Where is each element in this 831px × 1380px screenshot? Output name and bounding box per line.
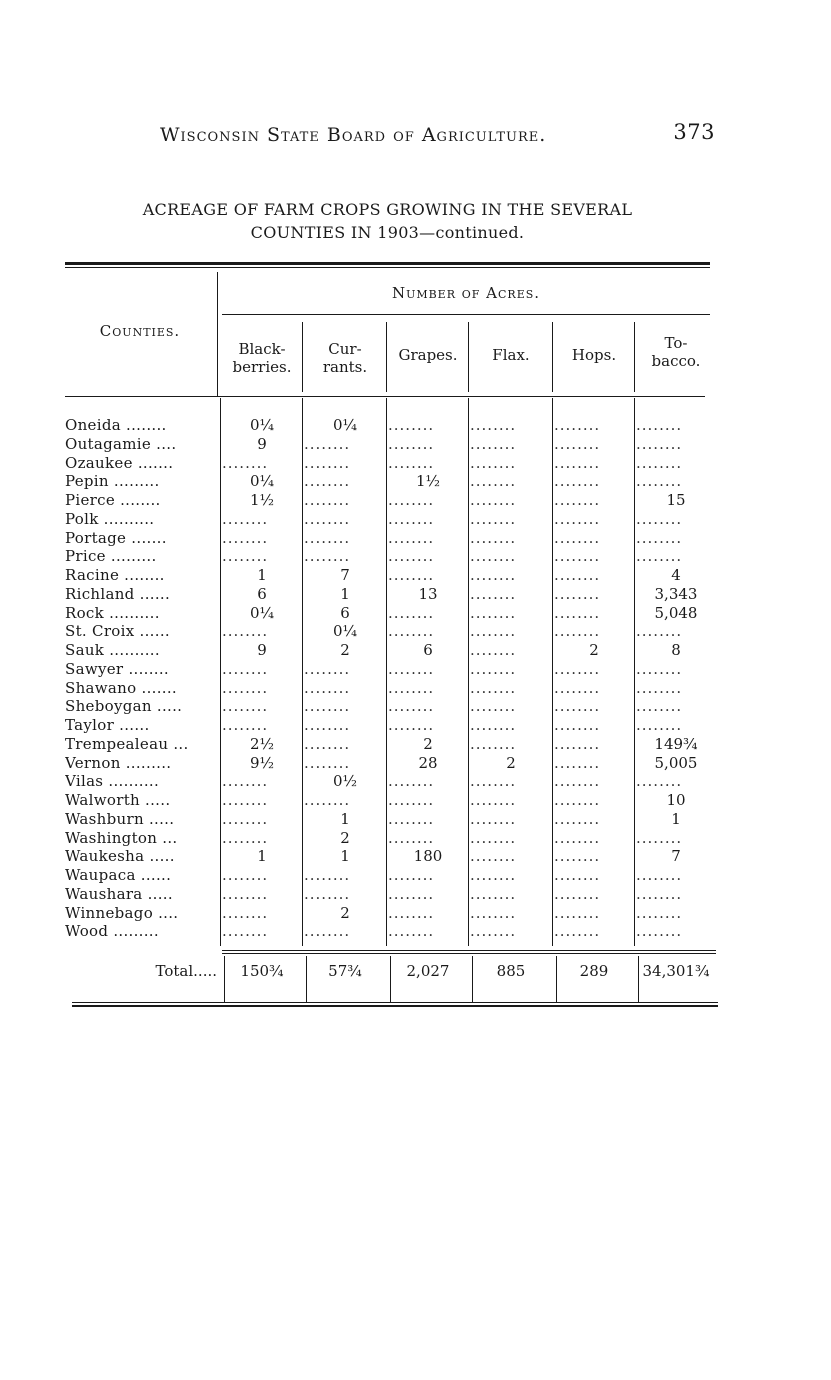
currants-value: 7 bbox=[340, 566, 350, 584]
page-number: 373 bbox=[673, 120, 715, 144]
dot-leader: ........ bbox=[222, 903, 269, 922]
dot-leader: ........ bbox=[470, 716, 517, 734]
tobacco-value: 8 bbox=[671, 641, 681, 659]
dot-leader: ........ bbox=[554, 772, 601, 791]
tobacco-value: 3,343 bbox=[654, 584, 698, 603]
currants-value: 1 bbox=[340, 809, 350, 828]
blackberries-value: 1 bbox=[257, 566, 267, 584]
grapes-value: 180 bbox=[413, 847, 443, 866]
dot-leader: ........ bbox=[470, 491, 517, 509]
dot-leader: ........ bbox=[304, 434, 351, 453]
dot-leader: ........ bbox=[222, 809, 269, 828]
dot-leader: ........ bbox=[470, 547, 517, 566]
running-head-title: Wisconsin State Board of Agriculture. bbox=[160, 124, 547, 146]
county-name: Waushara ..... bbox=[65, 884, 173, 903]
table-row bbox=[0, 472, 831, 491]
county-name: Winnebago .... bbox=[65, 903, 179, 922]
dot-leader: ........ bbox=[304, 697, 351, 716]
table-row bbox=[0, 491, 831, 510]
table-row bbox=[0, 435, 831, 454]
header-bottom-rule bbox=[65, 396, 705, 397]
dot-leader: ........ bbox=[304, 453, 351, 472]
county-name: Rock .......... bbox=[65, 603, 160, 622]
table-row bbox=[0, 791, 831, 810]
county-name: Price ......... bbox=[65, 547, 157, 566]
table-row bbox=[0, 697, 831, 716]
dot-leader: ........ bbox=[636, 922, 683, 941]
dot-leader: ........ bbox=[470, 659, 517, 678]
hops-heading: Hops. bbox=[571, 346, 617, 364]
dot-leader: ........ bbox=[304, 509, 351, 528]
dot-leader: ........ bbox=[470, 791, 517, 809]
dot-leader: ........ bbox=[554, 697, 601, 716]
grapes-value: 28 bbox=[418, 753, 438, 772]
currants-value: 2 bbox=[340, 903, 350, 922]
header-col-divider bbox=[386, 322, 387, 392]
tobacco-value: 1 bbox=[671, 809, 681, 828]
county-name: Trempealeau ... bbox=[65, 734, 189, 753]
tobacco-heading: To- bacco. bbox=[651, 334, 701, 370]
tobacco-value: 7 bbox=[671, 847, 681, 866]
table-row bbox=[0, 810, 831, 829]
dot-leader: ........ bbox=[222, 622, 269, 641]
county-name: Pierce ........ bbox=[65, 491, 161, 509]
dot-leader: ........ bbox=[554, 678, 601, 697]
dot-leader: ........ bbox=[554, 734, 601, 753]
total-col-divider bbox=[638, 956, 639, 1002]
dot-leader: ........ bbox=[304, 866, 351, 884]
blackberries-value: 1½ bbox=[249, 491, 275, 509]
table-row bbox=[0, 622, 831, 641]
dot-leader: ........ bbox=[470, 922, 517, 941]
blackberries-value: 0¼ bbox=[249, 603, 275, 622]
table-row bbox=[0, 922, 831, 941]
dot-leader: ........ bbox=[554, 547, 601, 566]
grapes-heading: Grapes. bbox=[398, 346, 458, 364]
tobacco-value: 4 bbox=[671, 566, 681, 584]
table-row bbox=[0, 566, 831, 585]
dot-leader: ........ bbox=[388, 566, 435, 584]
dot-leader: ........ bbox=[388, 453, 435, 472]
dot-leader: ........ bbox=[470, 734, 517, 753]
table-row bbox=[0, 641, 831, 660]
dot-leader: ........ bbox=[388, 697, 435, 716]
table-row bbox=[0, 735, 831, 754]
currants-heading: Cur- rants. bbox=[322, 340, 368, 376]
dot-leader: ........ bbox=[470, 697, 517, 716]
number-of-acres-heading: Number of Acres. bbox=[391, 284, 541, 302]
dot-leader: ........ bbox=[554, 659, 601, 678]
dot-leader: ........ bbox=[222, 659, 269, 678]
dot-leader: ........ bbox=[388, 903, 435, 922]
dot-leader: ........ bbox=[222, 884, 269, 903]
dot-leader: ........ bbox=[636, 866, 683, 884]
dot-leader: ........ bbox=[388, 922, 435, 941]
dot-leader: ........ bbox=[388, 809, 435, 828]
dot-leader: ........ bbox=[222, 453, 269, 472]
dot-leader: ........ bbox=[470, 641, 517, 659]
dot-leader: ........ bbox=[304, 659, 351, 678]
dot-leader: ........ bbox=[636, 697, 683, 716]
total-top-rule-2 bbox=[222, 953, 716, 954]
table-row bbox=[0, 529, 831, 548]
dot-leader: ........ bbox=[470, 509, 517, 528]
blackberries-value: 0¼ bbox=[249, 472, 275, 491]
dot-leader: ........ bbox=[222, 716, 269, 734]
dot-leader: ........ bbox=[554, 491, 601, 509]
total-col-divider bbox=[472, 956, 473, 1002]
dot-leader: ........ bbox=[636, 472, 683, 491]
tobacco-value: 10 bbox=[666, 791, 686, 809]
dot-leader: ........ bbox=[554, 434, 601, 453]
running-head bbox=[160, 120, 715, 146]
dot-leader: ........ bbox=[636, 884, 683, 903]
county-name: Washington ... bbox=[65, 828, 178, 847]
top-rule-thin bbox=[65, 267, 710, 268]
dot-leader: ........ bbox=[388, 434, 435, 453]
table-row bbox=[0, 679, 831, 698]
table-row bbox=[0, 866, 831, 885]
dot-leader: ........ bbox=[554, 922, 601, 941]
county-name: Sawyer ........ bbox=[65, 659, 169, 678]
table-row bbox=[0, 716, 831, 735]
dot-leader: ........ bbox=[636, 509, 683, 528]
dot-leader: ........ bbox=[554, 416, 601, 434]
grapes-value: 2 bbox=[423, 734, 433, 753]
dot-leader: ........ bbox=[388, 772, 435, 791]
dot-leader: ........ bbox=[470, 528, 517, 547]
grapes-value: 13 bbox=[418, 584, 438, 603]
dot-leader: ........ bbox=[470, 866, 517, 884]
dot-leader: ........ bbox=[304, 884, 351, 903]
dot-leader: ........ bbox=[636, 547, 683, 566]
dot-leader: ........ bbox=[554, 509, 601, 528]
dot-leader: ........ bbox=[636, 772, 683, 791]
county-name: Washburn ..... bbox=[65, 809, 175, 828]
header-col-divider bbox=[302, 322, 303, 392]
tobacco-value: 5,005 bbox=[654, 753, 698, 772]
currants-value: 6 bbox=[340, 603, 350, 622]
dot-leader: ........ bbox=[636, 716, 683, 734]
top-rule-thick bbox=[65, 262, 710, 265]
dot-leader: ........ bbox=[470, 847, 517, 866]
dot-leader: ........ bbox=[222, 547, 269, 566]
dot-leader: ........ bbox=[304, 528, 351, 547]
county-name: Sheboygan ..... bbox=[65, 697, 183, 716]
total-row bbox=[0, 962, 831, 981]
dot-leader: ........ bbox=[470, 884, 517, 903]
bottom-rule-thick bbox=[72, 1005, 718, 1007]
dot-leader: ........ bbox=[554, 716, 601, 734]
group-underline bbox=[222, 314, 710, 315]
county-name: Waupaca ...... bbox=[65, 866, 172, 884]
grapes-value: 1½ bbox=[415, 472, 441, 491]
dot-leader: ........ bbox=[304, 472, 351, 491]
dot-leader: ........ bbox=[554, 753, 601, 772]
blackberries-value: 1 bbox=[257, 847, 267, 866]
table-title-line-1: ACREAGE OF FARM CROPS GROWING IN THE SEVERAL bbox=[142, 200, 633, 219]
currants-value: 0¼ bbox=[332, 622, 358, 641]
table-row bbox=[0, 829, 831, 848]
dot-leader: ........ bbox=[554, 622, 601, 641]
county-name: Pepin ......... bbox=[65, 472, 160, 491]
dot-leader: ........ bbox=[554, 472, 601, 491]
hops-value: 2 bbox=[589, 641, 599, 659]
dot-leader: ........ bbox=[470, 603, 517, 622]
currants-value: 1 bbox=[340, 847, 350, 866]
counties-heading: Counties. bbox=[99, 322, 181, 340]
dot-leader: ........ bbox=[554, 584, 601, 603]
county-name: Waukesha ..... bbox=[65, 847, 175, 866]
dot-leader: ........ bbox=[304, 716, 351, 734]
dot-leader: ........ bbox=[304, 491, 351, 509]
table-row bbox=[0, 510, 831, 529]
county-name: Wood ......... bbox=[65, 922, 159, 941]
blackberries-value: 9 bbox=[257, 641, 267, 659]
dot-leader: ........ bbox=[388, 659, 435, 678]
total-col-divider bbox=[390, 956, 391, 1002]
dot-leader: ........ bbox=[388, 622, 435, 641]
county-name: Walworth ..... bbox=[65, 791, 171, 809]
grapes-value: 6 bbox=[423, 641, 433, 659]
dot-leader: ........ bbox=[470, 903, 517, 922]
county-name: Oneida ........ bbox=[65, 416, 167, 434]
dot-leader: ........ bbox=[636, 416, 683, 434]
total-col-divider bbox=[306, 956, 307, 1002]
blackberries-value: 9½ bbox=[249, 753, 275, 772]
table-row bbox=[0, 772, 831, 791]
dot-leader: ........ bbox=[222, 528, 269, 547]
table-row bbox=[0, 585, 831, 604]
county-name: Richland ...... bbox=[65, 584, 171, 603]
dot-leader: ........ bbox=[388, 547, 435, 566]
dot-leader: ........ bbox=[470, 622, 517, 641]
county-name: Vilas .......... bbox=[65, 772, 160, 791]
blackberries-value: 0¼ bbox=[249, 416, 275, 434]
county-name: Portage ....... bbox=[65, 528, 167, 547]
dot-leader: ........ bbox=[388, 678, 435, 697]
total-tobacco: 34,301¾ bbox=[642, 962, 710, 980]
dot-leader: ........ bbox=[554, 566, 601, 584]
table-row bbox=[0, 547, 831, 566]
dot-leader: ........ bbox=[636, 903, 683, 922]
blackberries-value: 9 bbox=[257, 434, 267, 453]
table-row bbox=[0, 885, 831, 904]
dot-leader: ........ bbox=[222, 697, 269, 716]
dot-leader: ........ bbox=[222, 791, 269, 809]
dot-leader: ........ bbox=[554, 528, 601, 547]
dot-leader: ........ bbox=[470, 678, 517, 697]
tobacco-value: 5,048 bbox=[654, 603, 698, 622]
county-name: Shawano ....... bbox=[65, 678, 177, 697]
tobacco-value: 15 bbox=[666, 491, 686, 509]
county-name: Vernon ......... bbox=[65, 753, 172, 772]
dot-leader: ........ bbox=[554, 884, 601, 903]
dot-leader: ........ bbox=[470, 584, 517, 603]
county-name: Taylor ...... bbox=[65, 716, 150, 734]
dot-leader: ........ bbox=[554, 847, 601, 866]
county-name: Ozaukee ....... bbox=[65, 453, 174, 472]
header-col-divider bbox=[552, 322, 553, 392]
dot-leader: ........ bbox=[554, 828, 601, 847]
bottom-rule-thin bbox=[72, 1002, 718, 1003]
table-row bbox=[0, 754, 831, 773]
table-row bbox=[0, 904, 831, 923]
dot-leader: ........ bbox=[554, 603, 601, 622]
total-flax: 885 bbox=[496, 962, 526, 980]
dot-leader: ........ bbox=[470, 566, 517, 584]
county-name: Sauk .......... bbox=[65, 641, 160, 659]
dot-leader: ........ bbox=[304, 678, 351, 697]
dot-leader: ........ bbox=[304, 922, 351, 941]
dot-leader: ........ bbox=[222, 828, 269, 847]
dot-leader: ........ bbox=[470, 828, 517, 847]
dot-leader: ........ bbox=[222, 922, 269, 941]
header-col-divider bbox=[634, 322, 635, 392]
dot-leader: ........ bbox=[554, 791, 601, 809]
dot-leader: ........ bbox=[470, 453, 517, 472]
dot-leader: ........ bbox=[304, 791, 351, 809]
currants-value: 1 bbox=[340, 584, 350, 603]
currants-value: 0½ bbox=[332, 772, 358, 791]
dot-leader: ........ bbox=[470, 772, 517, 791]
dot-leader: ........ bbox=[554, 866, 601, 884]
total-col-divider bbox=[556, 956, 557, 1002]
dot-leader: ........ bbox=[388, 603, 435, 622]
dot-leader: ........ bbox=[388, 716, 435, 734]
total-col-divider bbox=[224, 956, 225, 1002]
dot-leader: ........ bbox=[388, 828, 435, 847]
blackberries-heading: Black- berries. bbox=[232, 340, 292, 376]
total-grapes: 2,027 bbox=[406, 962, 450, 980]
header-col-divider bbox=[468, 322, 469, 392]
dot-leader: ........ bbox=[636, 659, 683, 678]
dot-leader: ........ bbox=[304, 734, 351, 753]
dot-leader: ........ bbox=[636, 528, 683, 547]
dot-leader: ........ bbox=[222, 678, 269, 697]
table-row bbox=[0, 416, 831, 435]
dot-leader: ........ bbox=[470, 809, 517, 828]
flax-value: 2 bbox=[506, 753, 516, 772]
dot-leader: ........ bbox=[636, 622, 683, 641]
county-name: Racine ........ bbox=[65, 566, 165, 584]
dot-leader: ........ bbox=[470, 434, 517, 453]
header-divider bbox=[217, 272, 218, 397]
dot-leader: ........ bbox=[388, 866, 435, 884]
blackberries-value: 2½ bbox=[249, 734, 275, 753]
blackberries-value: 6 bbox=[257, 584, 267, 603]
total-top-rule bbox=[222, 950, 716, 951]
dot-leader: ........ bbox=[554, 453, 601, 472]
dot-leader: ........ bbox=[304, 753, 351, 772]
dot-leader: ........ bbox=[388, 791, 435, 809]
dot-leader: ........ bbox=[388, 491, 435, 509]
dot-leader: ........ bbox=[388, 416, 435, 434]
dot-leader: ........ bbox=[554, 903, 601, 922]
dot-leader: ........ bbox=[222, 866, 269, 884]
dot-leader: ........ bbox=[222, 509, 269, 528]
table-row bbox=[0, 660, 831, 679]
total-blackberries: 150¾ bbox=[240, 962, 284, 980]
table-row bbox=[0, 604, 831, 623]
county-name: Polk .......... bbox=[65, 509, 155, 528]
currants-value: 2 bbox=[340, 828, 350, 847]
dot-leader: ........ bbox=[554, 809, 601, 828]
county-name: St. Croix ...... bbox=[65, 622, 170, 641]
dot-leader: ........ bbox=[470, 472, 517, 491]
currants-value: 0¼ bbox=[332, 416, 358, 434]
dot-leader: ........ bbox=[470, 416, 517, 434]
table-row bbox=[0, 454, 831, 473]
dot-leader: ........ bbox=[222, 772, 269, 791]
table-row bbox=[0, 847, 831, 866]
dot-leader: ........ bbox=[636, 828, 683, 847]
currants-value: 2 bbox=[340, 641, 350, 659]
dot-leader: ........ bbox=[388, 509, 435, 528]
table-title-line-2: COUNTIES IN 1903—continued. bbox=[250, 223, 525, 242]
tobacco-value: 149¾ bbox=[654, 734, 698, 753]
dot-leader: ........ bbox=[636, 678, 683, 697]
dot-leader: ........ bbox=[636, 453, 683, 472]
total-hops: 289 bbox=[579, 962, 609, 980]
total-currants: 57¾ bbox=[328, 962, 362, 980]
county-name: Outagamie .... bbox=[65, 434, 177, 453]
total-label: Total..... bbox=[155, 962, 217, 980]
dot-leader: ........ bbox=[388, 884, 435, 903]
dot-leader: ........ bbox=[636, 434, 683, 453]
dot-leader: ........ bbox=[388, 528, 435, 547]
dot-leader: ........ bbox=[304, 547, 351, 566]
table-title bbox=[65, 198, 710, 244]
flax-heading: Flax. bbox=[492, 346, 530, 364]
